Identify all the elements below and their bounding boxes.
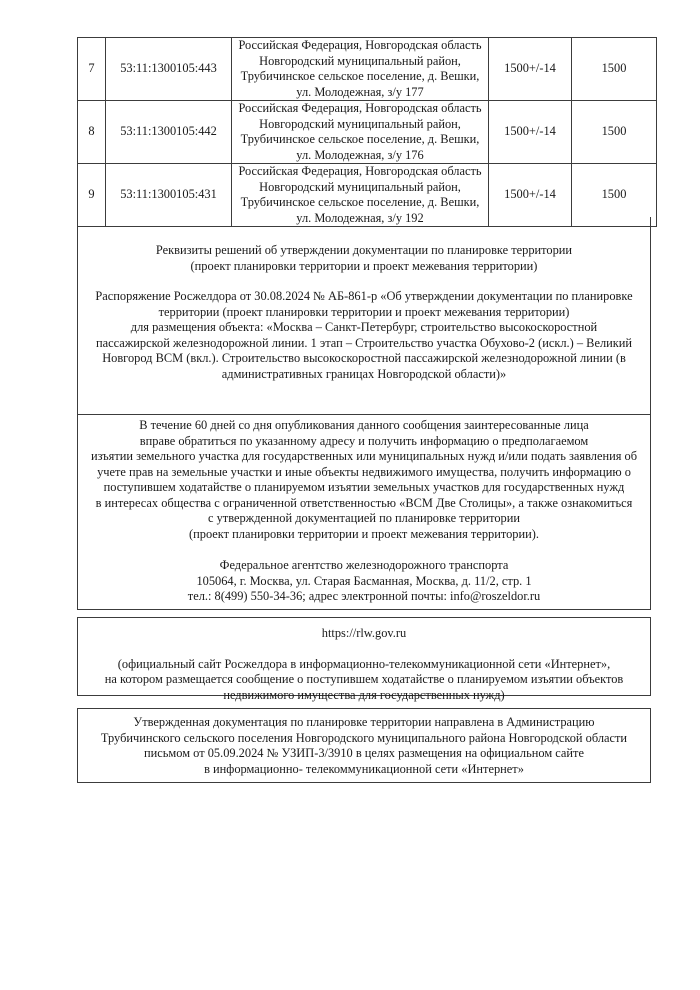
parcels-table (77, 37, 657, 227)
cadastral-number: 53:11:1300105:442 (106, 101, 232, 164)
address-line: Трубичинское сельское поселение, д. Вешки, (240, 69, 480, 83)
agency-phone-email: тел.: 8(499) 550-34-36; адрес электронной почты: info@roszeldor.ru (187, 589, 541, 603)
requisites-heading (78, 243, 650, 274)
notice-section (77, 414, 651, 610)
parcel-address (232, 38, 489, 101)
cadastral-number: 53:11:1300105:443 (106, 38, 232, 101)
sent-line: в информационно- телекоммуникационной сети «Интернет» (204, 761, 524, 776)
sent-line: Утвержденная документация по планировке территории направлена в Администрацию (133, 715, 595, 729)
website-section (77, 617, 651, 702)
address-line: Новгородский муниципальный район, (259, 116, 461, 131)
notice-line: в интересах общества с ограниченной ответственностью «ВСМ Две Столицы», а также ознакомиться (95, 495, 633, 510)
website-description (78, 657, 650, 704)
order-line: территории (проект планировки территории и проект межевания территории) (158, 304, 570, 319)
parcel-value: 1500 (572, 101, 657, 164)
address-line: Трубичинское сельское поселение, д. Вешки, (240, 132, 480, 146)
website-description-line: недвижимого имущества для государственных нужд) (223, 687, 505, 702)
website-description-line: на котором размещается сообщение о поступившем ходатайстве о планируемом изъятии объектов (104, 672, 624, 686)
address-line: Трубичинское сельское поселение, д. Вешки, (240, 195, 480, 209)
order-text (78, 289, 650, 382)
notice-line: учете прав на земельные участки и иные объекты недвижимого имущества, получить информацию о (97, 464, 631, 479)
order-line: Новгород ВСМ (вкл.). Строительство высокоскоростной пассажирской железнодорожной линии (в (102, 351, 626, 365)
sent-line: Трубичинского сельского поселения Новгородского муниципального района Новгородской области (100, 730, 628, 745)
row-number: 8 (78, 101, 106, 164)
order-line: Распоряжение Росжелдора от 30.08.2024 № АБ-861-р «Об утверждении документации по планировке (95, 289, 633, 303)
agency-address: 105064, г. Москва, ул. Старая Басманная, Москва, д. 11/2, стр. 1 (196, 573, 532, 588)
row-number: 9 (78, 164, 106, 227)
address-line: ул. Молодежная, з/у 176 (296, 147, 424, 162)
notice-text (78, 418, 650, 542)
address-line: ул. Молодежная, з/у 177 (296, 84, 424, 99)
row-number: 7 (78, 38, 106, 101)
website-url[interactable]: https://rlw.gov.ru (321, 626, 407, 640)
notice-line: В течение 60 дней со дня опубликования данного сообщения заинтересованные лица (139, 418, 589, 432)
heading-line: (проект планировки территории и проект межевания территории) (190, 258, 538, 273)
notice-line: вправе обратиться по указанному адресу и получить информацию о предполагаемом (139, 433, 589, 448)
address-line: Российская Федерация, Новгородская область (238, 38, 482, 52)
table-row (78, 101, 657, 164)
notice-line: (проект планировки территории и проект межевания территории). (189, 526, 539, 541)
agency-name: Федеральное агентство железнодорожного транспорта (219, 558, 509, 572)
cadastral-number: 53:11:1300105:431 (106, 164, 232, 227)
parcel-address (232, 101, 489, 164)
notice-line: изъятии земельного участка для государственных или муниципальных нужд и/или подать заявления об (90, 449, 638, 463)
parcel-area: 1500+/-14 (489, 38, 572, 101)
parcel-area: 1500+/-14 (489, 101, 572, 164)
sent-documentation-section (77, 708, 651, 783)
address-line: Новгородский муниципальный район, (259, 179, 461, 194)
address-line: Российская Федерация, Новгородская область (238, 164, 482, 178)
order-line: административных границах Новгородской области)» (221, 366, 507, 381)
order-line: для размещения объекта: «Москва – Санкт-Петербург, строительство высокоскоростной (130, 320, 598, 334)
sent-text (78, 715, 650, 777)
notice-line: поступившем ходатайстве о планируемом изъятии земельных участков для государственных нужд (103, 480, 625, 494)
website-description-line: (официальный сайт Росжелдора в информационно-телекоммуникационной сети «Интернет», (117, 656, 611, 671)
sent-line: письмом от 05.09.2024 № УЗИП-3/3910 в целях размещения на официальном сайте (144, 746, 584, 760)
notice-line: с утвержденной документацией по планировке территории (207, 511, 521, 525)
address-line: Российская Федерация, Новгородская область (238, 101, 482, 115)
order-line: пассажирской железнодорожной линии. 1 этап – Строительство участка Обухово-2 (искл.) – Великий (95, 335, 633, 350)
parcel-value: 1500 (572, 164, 657, 227)
parcel-value: 1500 (572, 38, 657, 101)
heading-line: Реквизиты решений об утверждении документации по планировке территории (155, 243, 573, 257)
requisites-section (77, 217, 651, 415)
table-row (78, 38, 657, 101)
address-line: Новгородский муниципальный район, (259, 53, 461, 68)
agency-contacts (78, 558, 650, 605)
parcel-area: 1500+/-14 (489, 164, 572, 227)
address-line: ул. Молодежная, з/у 192 (296, 210, 424, 225)
